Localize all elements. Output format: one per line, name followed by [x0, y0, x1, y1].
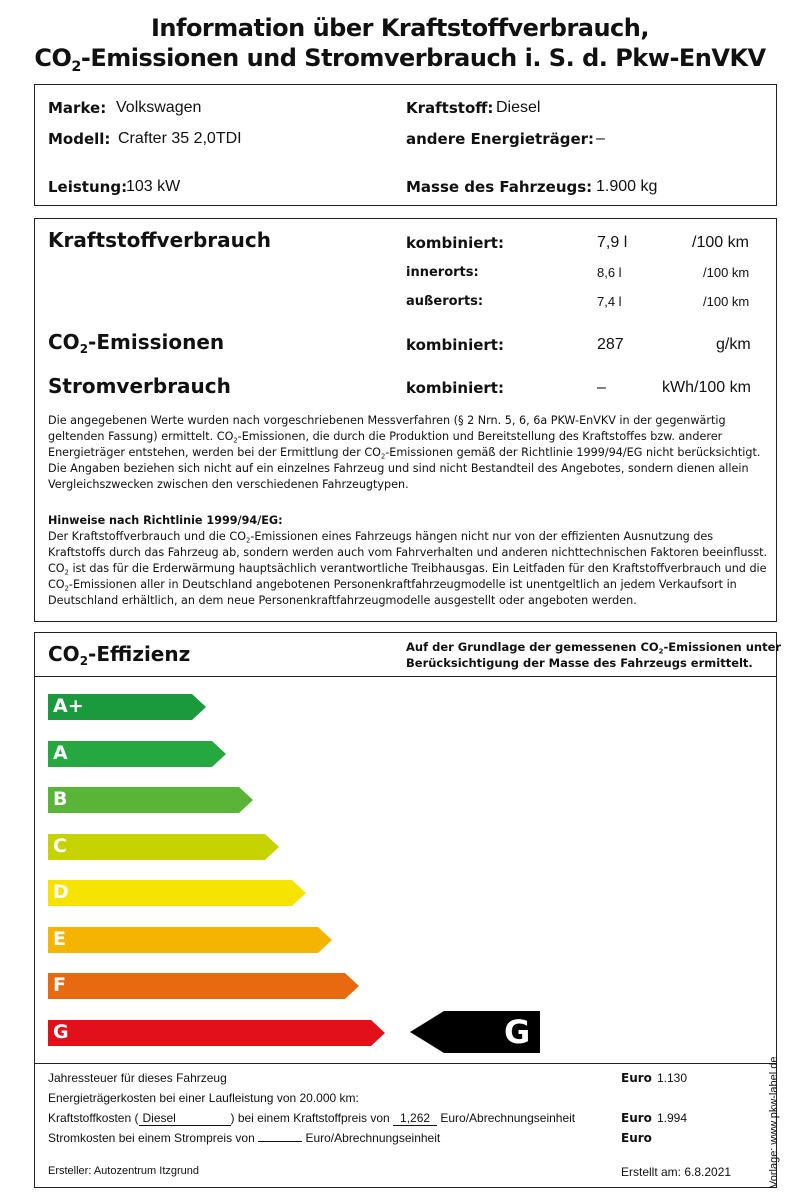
- rating-arrow: [410, 1011, 540, 1053]
- efficiency-class-arrow: [48, 834, 279, 860]
- combined-unit: /100 km: [692, 234, 749, 251]
- efficiency-class-fill: [48, 1020, 385, 1046]
- efficiency-class-label: D: [53, 881, 69, 903]
- model-label: Modell:: [48, 130, 111, 148]
- fuel-cost-line: Kraftstoffkosten ( Diesel ) bei einem Kraftstoffpreis von 1,262 Euro/Abrechnungseinheit: [48, 1111, 576, 1125]
- urban-unit: /100 km: [703, 265, 750, 280]
- efficiency-class-fill: [48, 880, 306, 906]
- creator: Ersteller: Autozentrum Itzgrund: [48, 1165, 200, 1177]
- created-at: Erstellt am: 6.8.2021: [621, 1165, 732, 1179]
- other-energy-value: –: [596, 130, 605, 147]
- tax-label: Jahressteuer für dieses Fahrzeug: [48, 1071, 227, 1085]
- efficiency-class-shape: [48, 787, 253, 813]
- efficiency-class-fill: [48, 787, 253, 813]
- fuel-value: Diesel: [496, 99, 541, 116]
- efficiency-class-label: A+: [53, 695, 84, 717]
- fuel-label: Kraftstoff:: [406, 99, 494, 117]
- fuel-cost-value: 1.994: [657, 1111, 688, 1125]
- mass-value: 1.900 kg: [596, 178, 658, 195]
- efficiency-class-shape: [48, 927, 332, 953]
- efficiency-class-arrow: [48, 880, 306, 906]
- efficiency-class-fill: [48, 834, 279, 860]
- page-title-line-1: Information über Kraftstoffverbrauch,: [150, 14, 649, 42]
- urban-value: 8,6 l: [597, 265, 622, 280]
- efficiency-class-arrow: [48, 927, 332, 953]
- efficiency-class-fill: [48, 927, 332, 953]
- tax-currency: Euro: [621, 1071, 652, 1085]
- efficiency-class-shape: [48, 741, 226, 767]
- co2-emissions-heading: $CO_2$-Emissionen: [48, 330, 225, 357]
- efficiency-class-arrow: [48, 741, 226, 767]
- directive-notes: Der Kraftstoffverbrauch und die $CO_2$-Emissionen eines Fahrzeugs hängen nicht nur von der effizienten Ausnutzung des Kraftstoffs durch das Fahrzeug ab, sondern werden auch vom Fahrverhalten und anderen nichttechnischen Faktoren beeinflusst. $CO_2$ ist das für die Erderwärmung hauptsächlich verantwortliche Treibhausgas. Ein Leitfaden für den Kraftstoffverbrauch und die $CO_2$-Emissionen aller in Deutschland angebotenen Personenkraftfahrzeugmodelle ist unentgeltlich an jedem Verkaufsort in Deutschland erhältlich, an dem neue Personenkraftfahrzeugmodelle ausgestellt oder angeboten werden.: [48, 530, 768, 607]
- electric-combined-value: –: [597, 379, 606, 396]
- rating-letter: G: [504, 1013, 531, 1051]
- template-source: Vorlage: www.pkw-label.de: [768, 1056, 780, 1188]
- electric-cost-currency: Euro: [621, 1131, 652, 1145]
- efficiency-basis-line-2: Berücksichtigung der Masse des Fahrzeugs ermittelt.: [406, 656, 753, 670]
- efficiency-class-label: E: [53, 928, 66, 950]
- measurement-notes: Die angegebenen Werte wurden nach vorgeschriebenen Messverfahren (§ 2 Nrn. 5, 6, 6a PKW-EnVKV in der gegenwärtig geltenden Fassung) ermittelt. $CO_2$-Emissionen, die durch die Produktion und Bereitstellung des Kraftstoffes bzw. anderer Energieträger entstehen, werden bei der Ermittlung der $CO_2$-Emissionen gemäß der Richtlinie 1999/94/EG nicht berücksichtigt. Die Angaben beziehen sich nicht auf ein einzelnes Fahrzeug und sind nicht Bestandteil des Angebotes, sondern dienen allein Vergleichszwecken zwischen den verschiedenen Fahrzeugtypen.: [48, 414, 761, 491]
- fuel-cost-currency: Euro: [621, 1111, 652, 1125]
- efficiency-class-shape: [48, 973, 359, 999]
- tax-value: 1.130: [657, 1071, 688, 1085]
- fuel-consumption-heading: Kraftstoffverbrauch: [48, 228, 271, 252]
- extra-urban-value: 7,4 l: [597, 294, 622, 309]
- brand-label: Marke:: [48, 99, 107, 117]
- other-energy-label: andere Energieträger:: [406, 130, 595, 148]
- efficiency-header-divider: [34, 676, 777, 677]
- electric-cost-line: Stromkosten bei einem Strompreis von Euro/Abrechnungseinheit: [48, 1131, 441, 1145]
- power-label: Leistung:: [48, 178, 128, 196]
- efficiency-class-label: G: [53, 1021, 69, 1043]
- extra-urban-unit: /100 km: [703, 294, 750, 309]
- efficiency-class-label: F: [53, 974, 66, 996]
- model-value: Crafter 35 2,0TDI: [118, 130, 242, 147]
- efficiency-class-shape: [48, 880, 306, 906]
- extra-urban-label: außerorts:: [406, 294, 484, 309]
- efficiency-class-shape: [48, 1020, 385, 1046]
- efficiency-class-arrow: [48, 694, 206, 720]
- combined-label: kombiniert:: [406, 234, 504, 252]
- electric-consumption-heading: Stromverbrauch: [48, 374, 231, 398]
- costs-divider: [34, 1063, 777, 1064]
- urban-label: innerorts:: [406, 265, 479, 280]
- efficiency-class-label: A: [53, 742, 68, 764]
- efficiency-class-shape: [48, 834, 279, 860]
- efficiency-basis-line-1: Auf der Grundlage der gemessenen $CO_2$-Emissionen unter: [406, 640, 782, 656]
- co2-combined-label: kombiniert:: [406, 336, 504, 354]
- electric-combined-unit: kWh/100 km: [662, 379, 751, 396]
- directive-heading: Hinweise nach Richtlinie 1999/94/EG:: [48, 514, 283, 527]
- efficiency-class-fill: [48, 973, 359, 999]
- co2-combined-unit: g/km: [716, 336, 751, 353]
- co2-efficiency-heading: $CO_2$-Effizienz: [48, 642, 191, 669]
- efficiency-class-arrow: [48, 1020, 385, 1046]
- electric-combined-label: kombiniert:: [406, 379, 504, 397]
- efficiency-class-label: B: [53, 788, 68, 810]
- energy-cost-intro: Energieträgerkosten bei einer Laufleistung von 20.000 km:: [48, 1091, 359, 1105]
- combined-value: 7,9 l: [597, 234, 628, 251]
- efficiency-class-label: C: [53, 835, 67, 857]
- efficiency-class-arrow: [48, 973, 359, 999]
- power-value: 103 kW: [126, 178, 181, 195]
- efficiency-class-arrow: [48, 787, 253, 813]
- efficiency-class-fill: [48, 741, 226, 767]
- page-title-line-2: $CO_2$-Emissionen und Stromverbrauch i. S. d. Pkw-EnVKV: [34, 44, 766, 76]
- mass-label: Masse des Fahrzeugs:: [406, 178, 593, 196]
- co2-combined-value: 287: [597, 336, 624, 353]
- brand-value: Volkswagen: [116, 99, 202, 116]
